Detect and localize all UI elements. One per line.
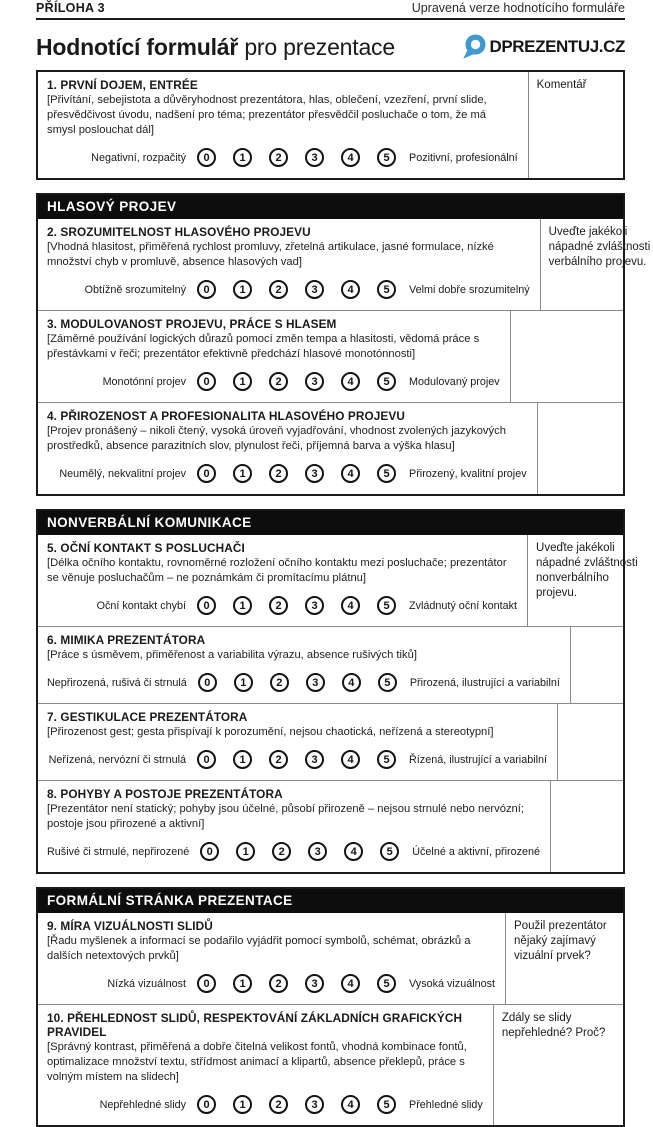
rating-circle-4[interactable]: 4: [341, 974, 360, 993]
rating-circle-1[interactable]: 1: [233, 148, 252, 167]
rating-circle-1[interactable]: 1: [233, 974, 252, 993]
rating-options: [197, 596, 396, 615]
rating-circle-0[interactable]: 0: [197, 280, 216, 299]
rating-circle-5[interactable]: 5: [377, 148, 396, 167]
item-row-6: [38, 626, 623, 703]
rating-options: [197, 974, 396, 993]
page-title-bold: Hodnotící formulář: [36, 33, 239, 60]
item-main-1: [38, 72, 528, 178]
scale-low-label: Oční kontakt chybí: [96, 599, 186, 612]
rating-circle-1[interactable]: 1: [233, 1095, 252, 1114]
item-main-5: [38, 535, 527, 626]
item-row-3: [38, 310, 623, 402]
rating-options: [197, 280, 396, 299]
scale-high-label: Velmi dobře srozumitelný: [409, 283, 530, 296]
rating-scale: [47, 362, 500, 394]
scale-low-label: Nízká vizuálnost: [107, 977, 186, 990]
item-main-4: [38, 403, 537, 494]
rating-circle-3[interactable]: 3: [305, 464, 324, 483]
item-title: 5. OČNÍ KONTAKT S POSLUCHAČI: [47, 541, 245, 555]
rating-scale: [47, 663, 560, 695]
item-title: 8. POHYBY A POSTOJE PREZENTÁTORA: [47, 787, 283, 801]
rating-circle-0[interactable]: 0: [197, 372, 216, 391]
item-title: 4. PŘIROZENOST A PROFESIONALITA HLASOVÉHO PROJEVU: [47, 409, 405, 423]
rating-circle-3[interactable]: 3: [305, 750, 324, 769]
rating-circle-1[interactable]: 1: [233, 750, 252, 769]
scale-high-label: Vysoká vizuálnost: [409, 977, 496, 990]
comment-cell[interactable]: [510, 311, 641, 402]
rating-circle-2[interactable]: 2: [269, 280, 288, 299]
scale-low-label: Negativní, rozpačitý: [91, 151, 186, 164]
rating-circle-2[interactable]: 2: [269, 750, 288, 769]
rating-circle-4[interactable]: 4: [341, 372, 360, 391]
item-row-8: [38, 780, 623, 872]
rating-circle-2[interactable]: 2: [269, 1095, 288, 1114]
scale-high-label: Modulovaný projev: [409, 375, 500, 388]
item-description: [Záměrné používání logických důrazů pomocí změn tempa a hlasitosti, vědomá práce s přestávkami v řeči; prezentátor efektivně předchází hlasové monotónnosti]: [47, 333, 480, 360]
item-main-10: [38, 1005, 493, 1125]
item-title: 9. MÍRA VIZUÁLNOSTI SLIDŮ: [47, 919, 213, 933]
scale-low-label: Neřízená, nervózní či strnulá: [48, 753, 186, 766]
title-row: [36, 33, 625, 61]
rating-circle-4[interactable]: 4: [341, 148, 360, 167]
item-description: [Řadu myšlenek a informací se podařilo vyjádřit pomocí symbolů, schémat, obrázků a dalších netextových prvků]: [47, 935, 471, 962]
rating-circle-5[interactable]: 5: [377, 1095, 396, 1114]
rating-circle-5[interactable]: 5: [377, 596, 396, 615]
rating-options: [198, 673, 397, 692]
rating-options: [200, 842, 399, 861]
comment-cell[interactable]: [527, 535, 653, 626]
rating-circle-0[interactable]: 0: [197, 596, 216, 615]
comment-label: Uveďte jakékoli nápadné zvláštnosti verbálního projevu.: [548, 226, 651, 268]
comment-cell[interactable]: [550, 781, 653, 872]
item-main-6: [38, 627, 570, 703]
item-description: [Vhodná hlasitost, přiměřená rychlost promluvy, zřetelná artikulace, jasné formulace, nízké množství chyb v promluvě, absence hlasových vad]: [47, 241, 494, 268]
item-row-4: [38, 402, 623, 494]
rating-circle-1[interactable]: 1: [233, 464, 252, 483]
scale-high-label: Zvládnutý oční kontakt: [409, 599, 518, 612]
attachment-label: PŘÍLOHA 3: [36, 1, 105, 15]
rating-circle-1[interactable]: 1: [234, 673, 253, 692]
rating-circle-4[interactable]: 4: [341, 750, 360, 769]
item-main-2: [38, 219, 540, 310]
scale-high-label: Přirozená, ilustrující a variabilní: [409, 676, 560, 689]
rating-options: [197, 1095, 396, 1114]
rating-circle-1[interactable]: 1: [236, 842, 255, 861]
item-row-7: [38, 703, 623, 780]
scale-high-label: Přehledné slidy: [409, 1098, 483, 1111]
scale-low-label: Nepřehledné slidy: [99, 1098, 186, 1111]
scale-high-label: Přirozený, kvalitní projev: [409, 467, 527, 480]
table-nonverbal: [36, 509, 638, 874]
section-header-nonverbal: NONVERBÁLNÍ KOMUNIKACE: [38, 511, 623, 535]
page-title-rest: pro prezentace: [238, 33, 395, 60]
rating-circle-0[interactable]: 0: [197, 974, 216, 993]
rating-circle-0[interactable]: 0: [198, 673, 217, 692]
rating-circle-1[interactable]: 1: [233, 280, 252, 299]
scale-high-label: Řízená, ilustrující a variabilní: [409, 753, 548, 766]
comment-cell[interactable]: [557, 704, 653, 780]
rating-circle-5[interactable]: 5: [377, 974, 396, 993]
scale-low-label: Monotónní projev: [102, 375, 186, 388]
comment-label: Komentář: [536, 79, 587, 91]
table-first-impression: [36, 70, 625, 180]
brand-logo: [461, 33, 625, 61]
rating-circle-3[interactable]: 3: [305, 596, 324, 615]
rating-circle-0[interactable]: 0: [200, 842, 219, 861]
item-row-2: [38, 219, 651, 310]
section-header-vocal: HLASOVÝ PROJEV: [38, 195, 623, 219]
item-title: 1. PRVNÍ DOJEM, ENTRÉE: [47, 78, 198, 92]
rating-circle-4[interactable]: 4: [342, 673, 361, 692]
comment-cell[interactable]: [540, 219, 653, 310]
section-header-formal: FORMÁLNÍ STRÁNKA PREZENTACE: [38, 889, 623, 913]
item-description: [Přirozenost gest; gesta přispívají k porozumění, nejsou chaotická, neřízená a stereotypní]: [47, 726, 494, 738]
rating-scale: [47, 740, 547, 772]
rating-circle-4[interactable]: 4: [341, 1095, 360, 1114]
scale-low-label: Nepřirozená, rušivá či strnulá: [47, 676, 187, 689]
comment-label: Použil prezentátor nějaký zajímavý vizuální prvek?: [514, 920, 607, 962]
rating-circle-2[interactable]: 2: [269, 148, 288, 167]
item-row-1: [38, 72, 623, 178]
item-row-5: [38, 535, 638, 626]
item-title: 2. SROZUMITELNOST HLASOVÉHO PROJEVU: [47, 225, 311, 239]
item-description: [Práce s úsměvem, přiměřenost a variabilita výrazu, absence rušivých tiků]: [47, 649, 417, 661]
rating-circle-0[interactable]: 0: [197, 750, 216, 769]
brand-text: DPREZENTUJ.CZ: [489, 37, 625, 56]
rating-circle-5[interactable]: 5: [377, 280, 396, 299]
rating-circle-5[interactable]: 5: [377, 372, 396, 391]
rating-circle-2[interactable]: 2: [269, 596, 288, 615]
rating-options: [197, 148, 396, 167]
rating-circle-3[interactable]: 3: [308, 842, 327, 861]
rating-options: [197, 750, 396, 769]
rating-circle-1[interactable]: 1: [233, 596, 252, 615]
rating-scale: [47, 454, 527, 486]
rating-scale: [47, 832, 540, 864]
table-formal: [36, 887, 625, 1127]
rating-circle-5[interactable]: 5: [377, 750, 396, 769]
scale-low-label: Rušivé či strnulé, nepřirozené: [47, 845, 190, 858]
rating-circle-2[interactable]: 2: [269, 372, 288, 391]
rating-circle-2[interactable]: 2: [270, 673, 289, 692]
version-label: Upravená verze hodnotícího formuláře: [411, 1, 625, 15]
rating-circle-4[interactable]: 4: [341, 464, 360, 483]
scale-high-label: Účelné a aktivní, přirozené: [412, 845, 541, 858]
table-vocal: [36, 193, 651, 496]
scale-low-label: Obtížně srozumitelný: [84, 283, 186, 296]
comment-label: Zdály se slidy nepřehledné? Proč?: [501, 1012, 606, 1039]
item-description: [Správný kontrast, přiměřená a dobře čitelná velikost fontů, vhodná kombinace fontů, optimalizace množství textu, střídmost animací a klipartů, absence překlepů, práce s volným místem na slidech]: [47, 1041, 467, 1083]
scale-low-label: Neumělý, nekvalitní projev: [59, 467, 186, 480]
item-main-3: [38, 311, 510, 402]
item-row-10: [38, 1004, 623, 1125]
rating-scale: [47, 270, 530, 302]
item-title: 10. PŘEHLEDNOST SLIDŮ, RESPEKTOVÁNÍ ZÁKLADNÍCH GRAFICKÝCH PRAVIDEL: [47, 1011, 463, 1039]
rating-circle-1[interactable]: 1: [233, 372, 252, 391]
item-title: 7. GESTIKULACE PREZENTÁTORA: [47, 710, 248, 724]
item-title: 3. MODULOVANOST PROJEVU, PRÁCE S HLASEM: [47, 317, 337, 331]
rating-circle-3[interactable]: 3: [305, 974, 324, 993]
rating-options: [197, 464, 396, 483]
rating-circle-4[interactable]: 4: [341, 280, 360, 299]
item-main-9: [38, 913, 505, 1004]
page-meta: [36, 1, 625, 20]
comment-cell[interactable]: [570, 627, 653, 703]
item-title: 6. MIMIKA PREZENTÁTORA: [47, 633, 206, 647]
rating-circle-3[interactable]: 3: [305, 1095, 324, 1114]
rating-options: [197, 372, 396, 391]
rating-circle-5[interactable]: 5: [378, 673, 397, 692]
scale-high-label: Pozitivní, profesionální: [409, 151, 518, 164]
rating-circle-3[interactable]: 3: [305, 148, 324, 167]
rating-scale: [47, 138, 518, 170]
rating-circle-4[interactable]: 4: [344, 842, 363, 861]
rating-circle-3[interactable]: 3: [306, 673, 325, 692]
comment-label: Uveďte jakékoli nápadné zvláštnosti nonverbálního projevu.: [536, 542, 638, 599]
rating-circle-2[interactable]: 2: [269, 974, 288, 993]
page-title: [36, 34, 395, 61]
rating-circle-3[interactable]: 3: [305, 280, 324, 299]
item-description: [Délka očního kontaktu, rovnoměrné rozložení očního kontaktu mezi posluchače; prezentátor se věnuje posluchačům – ne poznámkám či promítacímu plátnu]: [47, 557, 507, 584]
rating-circle-3[interactable]: 3: [305, 372, 324, 391]
rating-circle-5[interactable]: 5: [380, 842, 399, 861]
rating-scale: [47, 1085, 483, 1117]
item-description: [Projev pronášený – nikoli čtený, vysoká úroveň vyjadřování, vhodnost zvolených jazykových prostředků, absence parazitních slov, plynulost řeči, příjemná barva a výška hlasu]: [47, 425, 506, 452]
rating-circle-0[interactable]: 0: [197, 148, 216, 167]
item-main-7: [38, 704, 557, 780]
item-description: [Prezentátor není statický; pohyby jsou účelné, působí přirozeně – nejsou strnulé nebo nervózní; postoje jsou přirozené a aktivní]: [47, 803, 524, 830]
item-main-8: [38, 781, 550, 872]
item-description: [Přivítání, sebejistota a důvěryhodnost prezentátora, hlas, oblečení, vzezření, první slide, přesvědčivost úvodu, nadšení pro téma; prezentátor přesvědčil posluchače o tom, že má smysl poslouchat dál]: [47, 94, 487, 136]
comment-cell[interactable]: [537, 403, 653, 494]
speech-bubble-icon: [461, 33, 488, 61]
comment-cell[interactable]: [493, 1005, 624, 1125]
rating-circle-0[interactable]: 0: [197, 464, 216, 483]
rating-circle-2[interactable]: 2: [272, 842, 291, 861]
rating-circle-5[interactable]: 5: [377, 464, 396, 483]
rating-circle-0[interactable]: 0: [197, 1095, 216, 1114]
rating-circle-4[interactable]: 4: [341, 596, 360, 615]
rating-scale: [47, 586, 517, 618]
comment-cell[interactable]: [505, 913, 636, 1004]
rating-circle-2[interactable]: 2: [269, 464, 288, 483]
item-row-9: [38, 913, 623, 1004]
comment-cell[interactable]: [528, 72, 653, 178]
rating-scale: [47, 964, 495, 996]
